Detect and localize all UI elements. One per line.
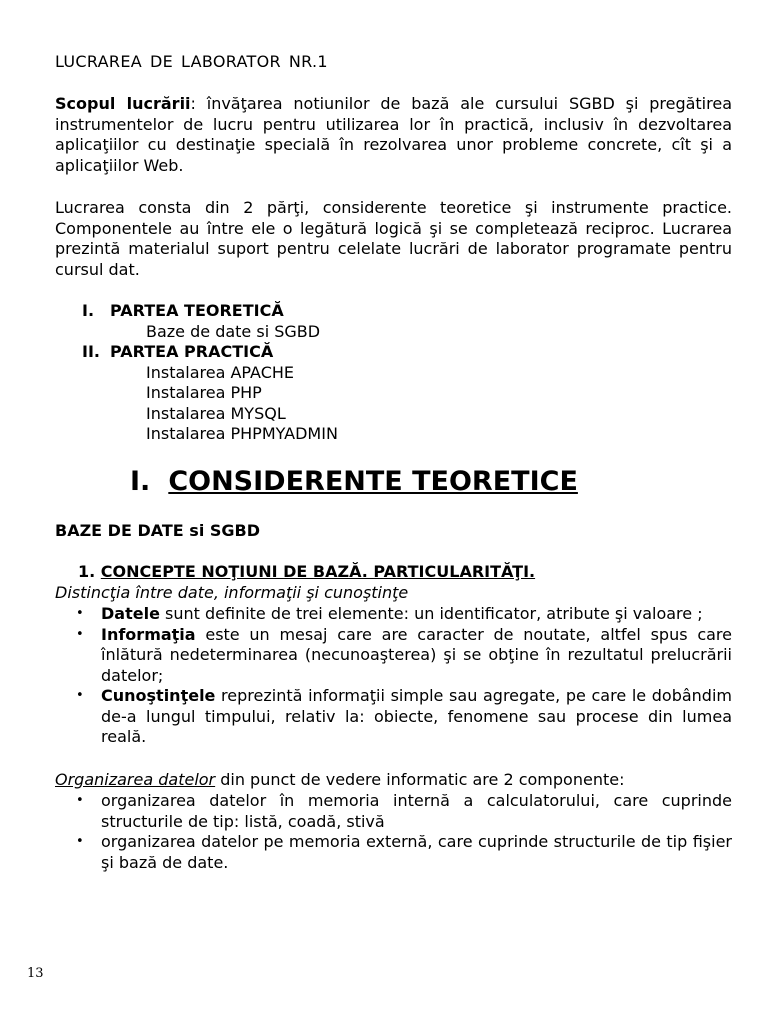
organizarea-text: din punct de vedere informatic are 2 componente: xyxy=(215,770,625,789)
main-heading xyxy=(130,466,578,497)
toc-section-title: PARTEA PRACTICĂ xyxy=(110,342,274,361)
definition-term: Informaţia xyxy=(101,624,196,644)
section-number: 1. xyxy=(78,562,96,581)
list-item xyxy=(55,686,732,748)
toc-section-title: PARTEA TEORETICĂ xyxy=(110,301,284,320)
toc-section-2 xyxy=(55,342,732,363)
definition-text: este un mesaj care are caracter de noutate, altfel spus care înlătură nedeterminarea (necunoaşterea) şi se obţine în rezultatul prelucrării datelor; xyxy=(101,624,732,685)
bullet-icon: • xyxy=(76,688,84,703)
list-item xyxy=(55,791,732,832)
scop-label: Scopul lucrării xyxy=(55,94,191,113)
main-heading-text: CONSIDERENTE TEORETICE xyxy=(168,466,578,497)
organizarea-label: Organizarea datelor xyxy=(55,770,216,789)
section-heading xyxy=(78,562,535,581)
subheading: BAZE DE DATE si SGBD xyxy=(55,521,261,540)
definitions-list xyxy=(55,604,732,748)
bullet-icon: • xyxy=(76,606,84,621)
toc-section-number: I. xyxy=(82,301,95,320)
definition-term: Datele xyxy=(101,604,160,623)
scop-paragraph xyxy=(55,94,732,176)
definition-text: reprezintă informaţii simple sau agregate, pe care le dobândim de-a lungul timpului, relativ la: obiecte, fenomene sau procese din lumea reală. xyxy=(101,686,732,746)
definition-term: Cunoştinţele xyxy=(101,686,216,705)
table-of-contents xyxy=(55,301,732,445)
lab-title: LUCRAREA DE LABORATOR NR.1 xyxy=(55,52,328,71)
toc-item: Instalarea PHP xyxy=(146,383,262,402)
toc-item: Baze de date si SGBD xyxy=(146,321,321,341)
list-item xyxy=(55,625,732,687)
lucrarea-paragraph: Lucrarea consta din 2 părţi, considerente teoretice şi instrumente practice. Componentele au între ele o legătură logică şi se completează reciproc. Lucrarea prezintă materialul suport pentru celelate lucrări de laborator programate pentru cursul dat. xyxy=(55,198,732,279)
bullet-icon: • xyxy=(76,834,84,849)
bullet-icon: • xyxy=(76,626,84,642)
toc-item: Instalarea MYSQL xyxy=(146,403,286,423)
organizarea-line xyxy=(55,770,732,789)
list-item xyxy=(55,604,732,625)
bullet-icon: • xyxy=(76,793,84,808)
organization-list xyxy=(55,791,732,873)
definition-text: sunt definite de trei elemente: un identificator, atribute şi valoare ; xyxy=(159,604,703,623)
scop-text: : învăţarea notiunilor de bază ale cursului SGBD şi pregătirea instrumentelor de lucru pentru utilizarea lor în practică, inclusiv în dezvoltarea aplicaţiilor cu destinaţie specială în rezolvarea unor probleme concrete, cît şi a aplicaţiilor Web. xyxy=(55,94,733,175)
toc-item: Instalarea PHPMYADMIN xyxy=(146,424,338,443)
main-heading-number: I. xyxy=(130,466,151,497)
toc-item: Instalarea APACHE xyxy=(146,362,295,382)
page-number: 13 xyxy=(27,966,44,981)
list-item-text: organizarea datelor în memoria internă a calculatorului, care cuprinde structurile de tip: listă, coadă, stivă xyxy=(101,791,732,831)
toc-section-1 xyxy=(55,301,732,322)
toc-section-number: II. xyxy=(82,342,100,361)
list-item xyxy=(55,832,732,873)
list-item-text: organizarea datelor pe memoria externă, care cuprinde structurile de tip fişier şi bază de date. xyxy=(101,832,732,872)
distinctia-line: Distincţia între date, informaţii şi cunoştinţe xyxy=(55,583,409,602)
section-title: CONCEPTE NOŢIUNI DE BAZĂ. PARTICULARITĂŢI. xyxy=(100,562,536,581)
